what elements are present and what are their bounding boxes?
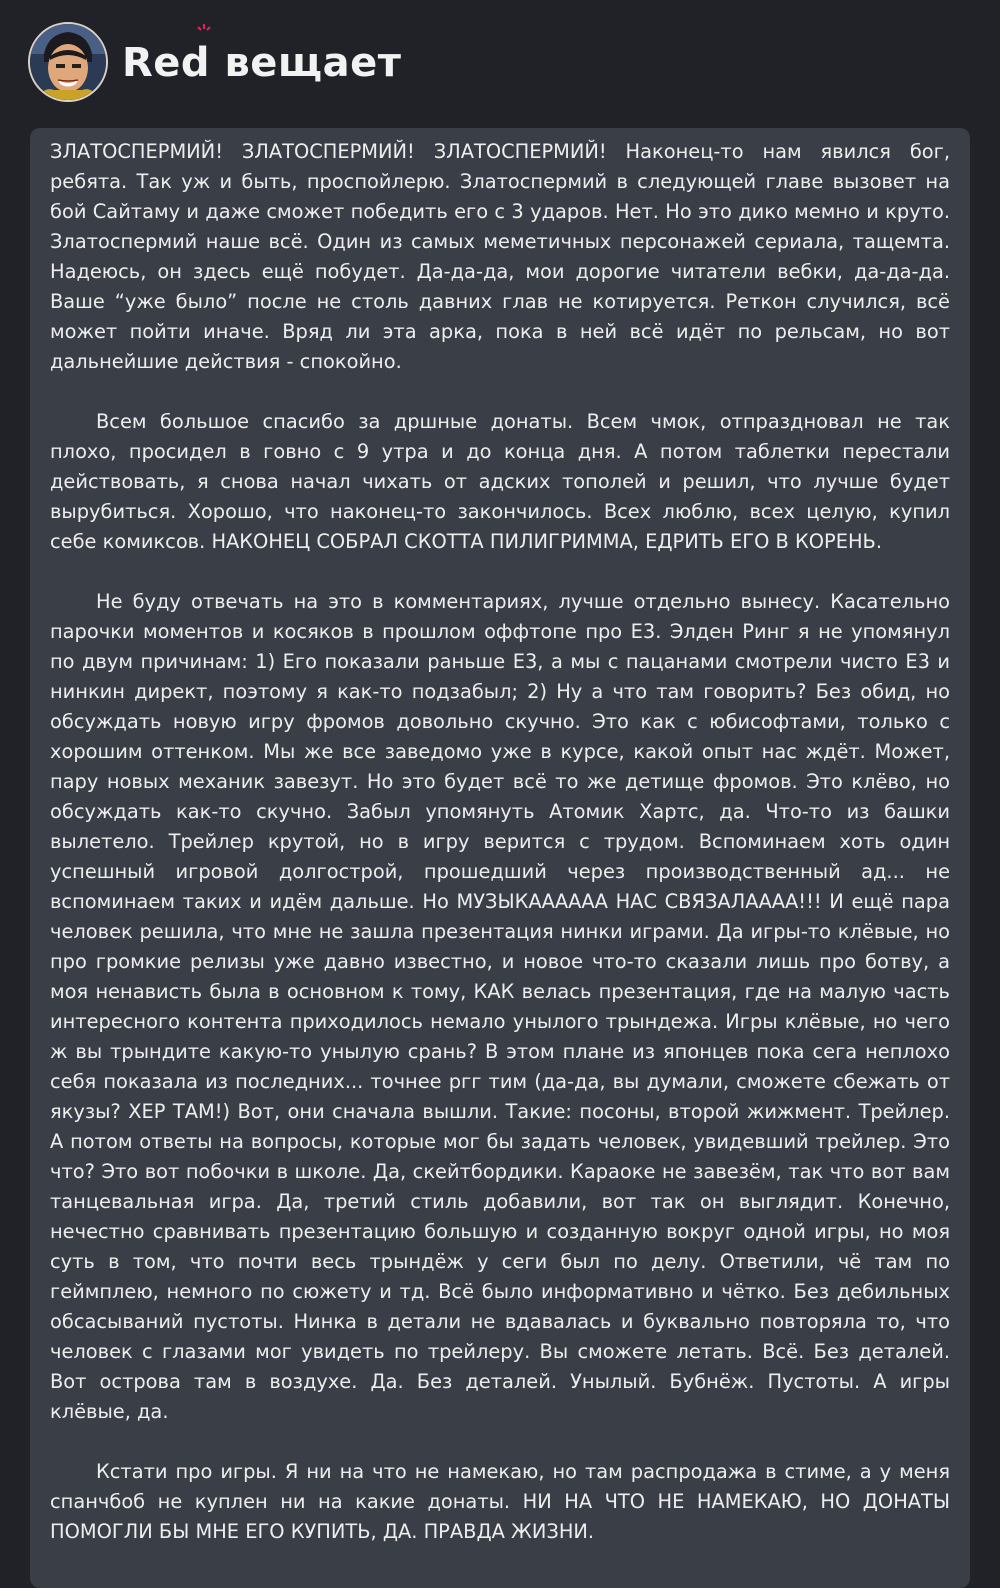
avatar[interactable] <box>28 22 108 102</box>
post-paragraph: ЗЛАТОСПЕРМИЙ! ЗЛАТОСПЕРМИЙ! ЗЛАТОСПЕРМИЙ! Наконец-то нам явился бог, ребята. Так уж и быть, проспойлерю. Златоспермий в следующей главе вызовет на бой Сайтаму и даже сможет победить его с 3 ударов. Нет. Но это дико мемно и круто. Златоспермий наше всё. Один из самых меметичных персонажей сериала, тащемта. Надеюсь, он здесь ещё побудет. Да-да-да, мои дорогие читатели вебки, да-да-да. Ваше “уже было” после не столь давних глав не котируется. Реткон случился, всё может пойти иначе. Вряд ли эта арка, пока в ней всё идёт по рельсам, но вот дальнейшие действия - спокойно. <box>50 140 950 373</box>
post-body <box>50 137 950 1577</box>
sparkle-icon <box>197 24 211 38</box>
page-title: Red вещает <box>122 40 402 86</box>
avatar-icon <box>30 24 106 100</box>
post-paragraph: Не буду отвечать на это в комментариях, лучше отдельно вынесу. Касательно парочки моментов и косяков в прошлом оффтопе про Е3. Элден Ринг я не упомянул по двум причинам: 1) Его показали раньше Е3, а мы с пацанами смотрели чисто Е3 и нинкин директ, поэтому я как-то подзабыл; 2) Ну а что там говорить? Без обид, но обсуждать новую игру фромов довольно скучно. Это как с юбисофтами, только с хорошим оттенком. Мы же все заведомо уже в курсе, какой опыт нас ждёт. Может, пару новых механик завезут. Но это будет всё то же детище фромов. Это клёво, но обсуждать как-то скучно. Забыл упомянуть Атомик Хартс, да. Что-то из башки вылетело. Трейлер крутой, но в игру верится с трудом. Вспоминаем хоть один успешный игровой долгострой, прошедший через производственный ад... не вспоминаем таких и идём дальше. Но МУЗЫКАААААА НАС СВЯЗАЛАААА!!! И ещё пара человек решила, что мне не зашла презентация нинки играми. Да игры-то клёвые, но про громкие релизы уже давно известно, и новое что-то сказали лишь про ботву, а моя ненависть была в основном к тому, КАК велась презентация, где на малую часть интересного контента приходилось немало унылого трындежа. Игры клёвые, но чего ж вы трындите какую-то унылую срань? В этом плане из японцев пока сега неплохо себя показала из последних... точнее ргг тим (да-да, вы думали, сможете сбежать от якузы? ХЕР ТАМ!) Вот, они сначала вышли. Такие: посоны, второй жижмент. Трейлер. А потом ответы на вопросы, которые мог бы задать человек, увидевший трейлер. Это что? Это вот побочки в школе. Да, скейтбордики. Караоке не завезём, так что вот вам танцевальная игра. Да, третий стиль добавили, вот так он выглядит. Конечно, нечестно сравнивать презентацию большую и созданную вокруг одной игры, но моя суть в том, что почти весь трындёж у сеги был по делу. Ответили, чё там по геймплею, немного по сюжету и тд. Всё было информативно и чётко. Без дебильных обсасываний пустоты. Нинка в детали не вдавалась и буквально повторяла то, что человек с глазами мог увидеть по трейлеру. Вы сможете летать. Всё. Без деталей. Вот острова там в воздухе. Да. Без деталей. Унылый. Бубнёж. Пустоты. А игры клёвые, да. <box>50 590 950 1423</box>
header <box>0 0 1000 120</box>
post-paragraph: Кстати про игры. Я ни на что не намекаю, но там распродажа в стиме, а у меня спанчбоб не куплен ни на какие донаты. НИ НА ЧТО НЕ НАМЕКАЮ, НО ДОНАТЫ ПОМОГЛИ БЫ МНЕ ЕГО КУПИТЬ, ДА. ПРАВДА ЖИЗНИ. <box>50 1460 950 1543</box>
post-paragraph: Всем большое спасибо за дршные донаты. Всем чмок, отпраздновал не так плохо, просидел в говно с 9 утра и до конца дня. А потом таблетки перестали действовать, я снова начал чихать от адских тополей и решил, что лучше будет вырубиться. Хорошо, что наконец-то закончилось. Всех люблю, всех целую, купил себе комиксов. НАКОНЕЦ СОБРАЛ СКОТТА ПИЛИГРИММА, ЕДРИТЬ ЕГО В КОРЕНЬ. <box>50 410 950 553</box>
